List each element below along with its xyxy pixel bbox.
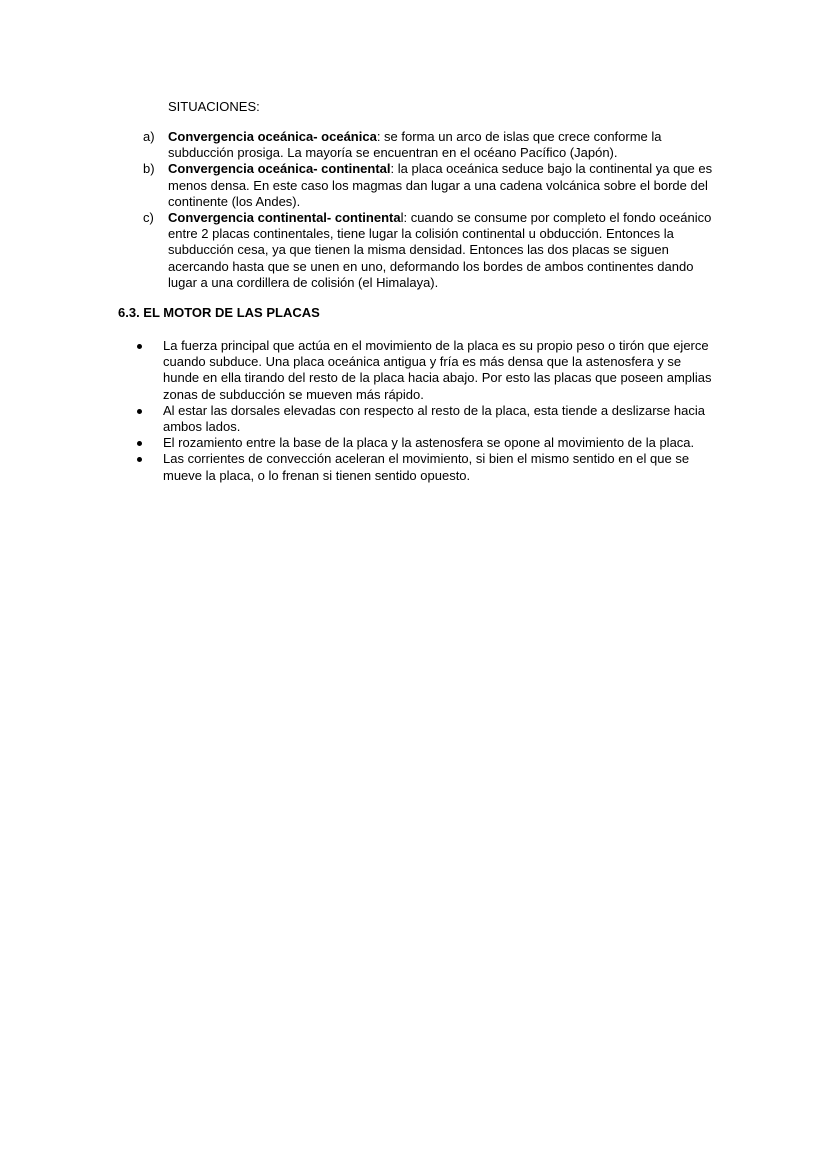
list-item-term: Convergencia continental- continenta [168, 210, 401, 226]
list-item [137, 338, 713, 403]
list-item [137, 403, 713, 435]
list-item [137, 451, 713, 483]
bullet-icon [137, 457, 142, 462]
list-item [143, 210, 713, 291]
list-item-text: l: cuando se consume por completo el fondo oceánico entre 2 placas continentales, tiene lugar la colisión continental u obducción. Entonces la subducción cesa, ya que tienen la misma densidad. Entonces las dos placas se siguen acercando hasta que se unen en uno, deformando los bordes de ambos continentes dando lugar a una cordillera de colisión (el Himalaya). [168, 210, 712, 290]
list-marker: a) [143, 129, 155, 144]
section-heading: 6.3. EL MOTOR DE LAS PLACAS [118, 305, 320, 320]
list-marker: b) [143, 161, 155, 177]
bullet-icon [137, 441, 142, 446]
bullet-text: Al estar las dorsales elevadas con respecto al resto de la placa, esta tiende a deslizarse hacia ambos lados. [163, 402, 705, 435]
list-item-term: Convergencia oceánica- oceánica [168, 129, 377, 144]
list-item-text: : se forma un arco de islas que crece conforme la subducción prosiga. La mayoría se encuentran en el océano Pacífico (Japón). [168, 129, 662, 161]
bullet-icon [137, 344, 142, 349]
bullet-text: Las corrientes de convección aceleran el movimiento, si bien el mismo sentido en el que se mueve la placa, o lo frenan si tienen sentido opuesto. [163, 451, 690, 483]
list-item-term: Convergencia oceánica- continental [168, 161, 391, 177]
bullet-list [137, 338, 713, 484]
bullet-text: La fuerza principal que actúa en el movimiento de la placa es su propio peso o tirón que ejerce cuando subduce. Una placa oceánica antigua y fría es más densa que la astenosfera y se hunde en ella tirando del resto de la placa hacia abajo. Por esto las placas que poseen amplias zonas de subducción se mueven más rápido. [163, 338, 712, 402]
list-marker: c) [143, 210, 154, 226]
situaciones-label: SITUACIONES: [168, 99, 260, 114]
bullet-text: El rozamiento entre la base de la placa y la astenosfera se opone al movimiento de la placa. [163, 435, 695, 451]
list-item [143, 161, 713, 210]
convergence-list [143, 129, 713, 291]
list-item [137, 435, 713, 451]
list-item [143, 129, 713, 161]
bullet-icon [137, 409, 142, 414]
list-item-text: : la placa oceánica seduce bajo la continental ya que es menos densa. En este caso los magmas dan lugar a una cadena volcánica sobre el borde del continente (los Andes). [168, 161, 713, 209]
